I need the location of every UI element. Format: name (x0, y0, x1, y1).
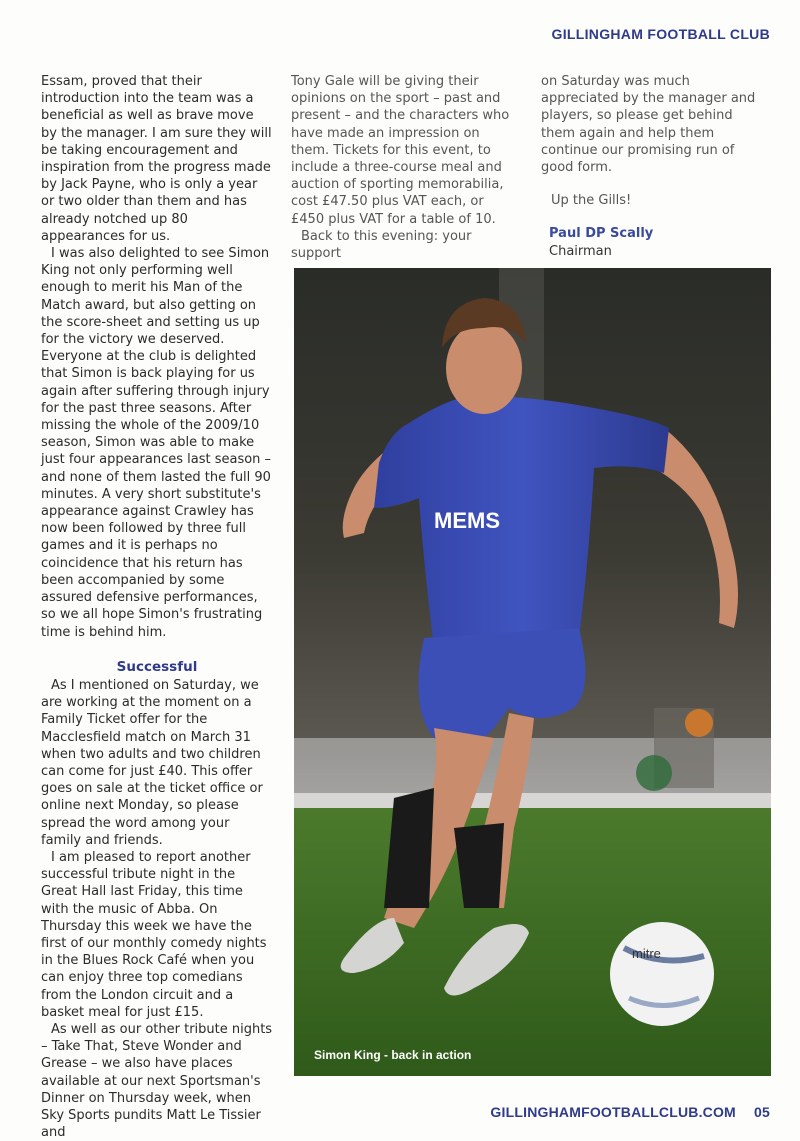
club-header: GILLINGHAM FOOTBALL CLUB (551, 26, 770, 42)
page-number: 05 (754, 1104, 770, 1120)
article-column-1 (41, 73, 273, 1141)
author-name: Paul DP Scally (549, 226, 654, 242)
paragraph: on Saturday was much appreciated by the manager and players, so please get behind them again and help them continue our promising run of good form. (541, 74, 756, 176)
paragraph: As I mentioned on Saturday, we are working at the moment on a Family Ticket offer for the Macclesfield match on March 31 when two adults and two children can come for just £40. This offer goes on sale at the ticket office or online next Monday, so please spread the word among your family and friends. (41, 677, 263, 848)
paragraph: I was also delighted to see Simon King not only performing well enough to merit his Man of the Match award, but also getting on the score-sheet and setting us up for the victory we deserved. Everyone at the club is delighted that Simon is back playing for us again after suffering through injury for the past three seasons. After missing the whole of the 2009/10 season, Simon was able to make just four appearances last season – and none of them lasted the full 90 minutes. A very short substitute's appearance against Crawley has now been followed by three full games and it is perhaps no coincidence that his return has been accompanied by some assured defensive performances, so we all hope Simon's frustrating time is behind him. (41, 246, 272, 640)
player-photo-illustration (294, 268, 771, 1076)
paragraph: Tony Gale will be giving their opinions on the sport – past and present – and the characters who have made an impression on them. Tickets for this event, to include a three-course meal and auction of sporting memorabilia, cost £47.50 plus VAT each, or £450 plus VAT for a table of 10. (291, 74, 510, 227)
paragraph: As well as our other tribute nights – Take That, Steve Wonder and Grease – we also have places available at our next Sportsman's Dinner on Thursday week, when Sky Sports pundits Matt Le Tissier and (41, 1021, 273, 1141)
page-footer (490, 1104, 770, 1120)
signoff: Up the Gills! (551, 193, 632, 209)
article-column-3 (541, 73, 763, 260)
paragraph: Essam, proved that their introduction into the team was a beneficial as well as brave move by the manager. I am sure they will be taking encouragement and inspiration from the progress made by Jack Payne, who is only a year or two older than them and has already notched up 80 appearances for us. (41, 74, 272, 244)
author-role: Chairman (549, 243, 612, 259)
paragraph: I am pleased to report another successful tribute night in the Great Hall last Friday, this time with the music of Abba. On Thursday this week we have the first of our monthly comedy nights in the Blues Rock Café when you can enjoy three top comedians from the London circuit and a basket meal for just £15. (41, 849, 267, 1020)
section-subhead: Successful (116, 658, 198, 675)
footer-url: GILLINGHAMFOOTBALLCLUB.COM (490, 1104, 736, 1120)
article-column-2 (291, 73, 517, 262)
ball-brand: mitre (632, 946, 661, 961)
shirt-sponsor: MEMS (434, 508, 500, 533)
paragraph: Back to this evening: your support (291, 228, 472, 262)
player-photo (294, 268, 771, 1076)
photo-caption: Simon King - back in action (314, 1048, 472, 1062)
